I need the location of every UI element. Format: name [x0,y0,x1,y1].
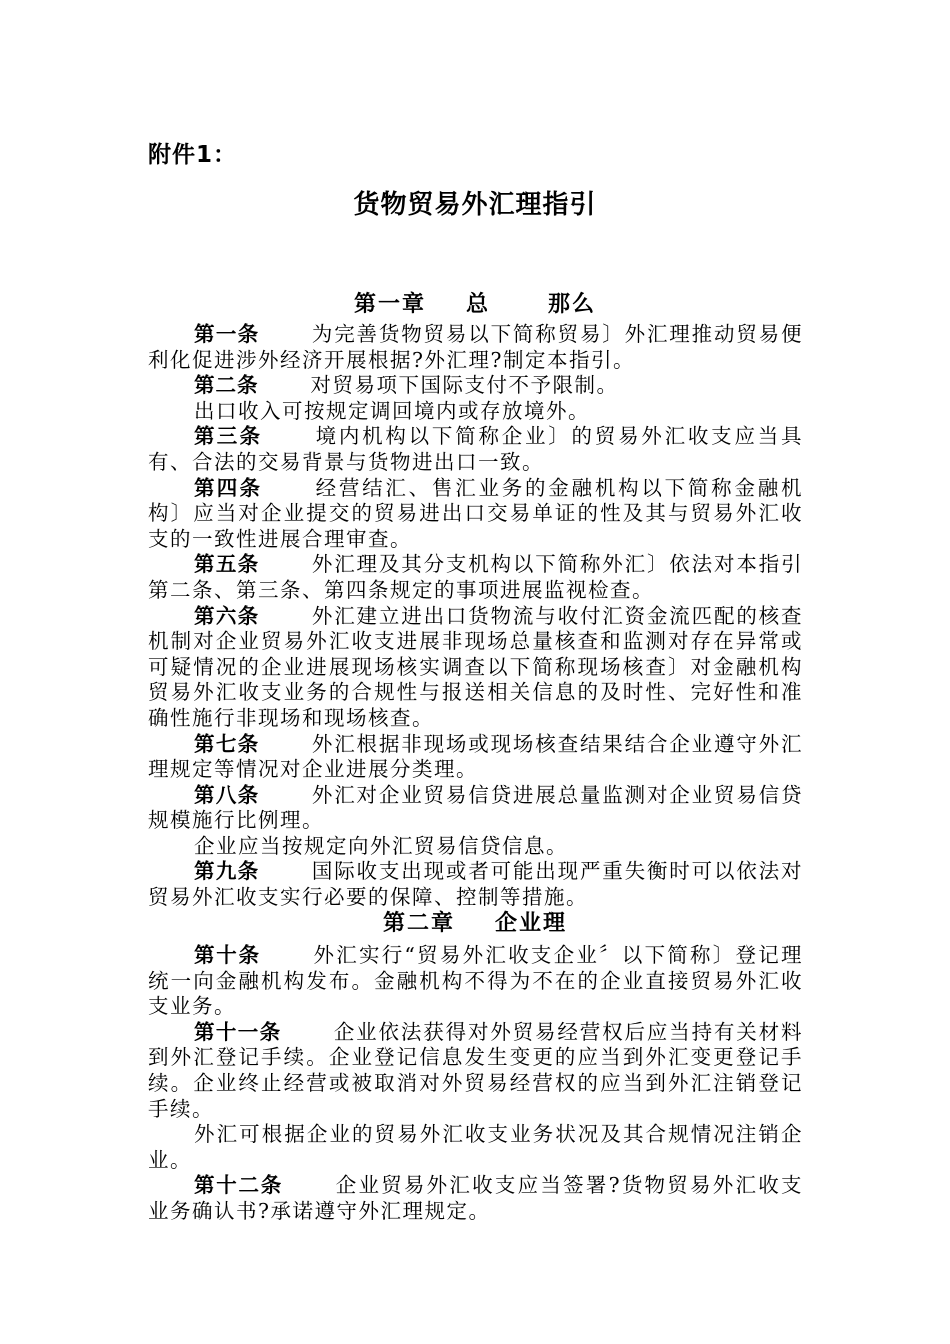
article-number: 第四条 [194,475,263,500]
chapter-2-body [148,943,803,1225]
chapter-1-heading [0,287,950,318]
article-number: 第六条 [194,603,260,628]
paragraph-text: 出口收入可按规定调回境内或存放境外。 [194,398,590,423]
article-number: 第十条 [194,943,261,967]
paragraph [148,859,803,910]
paragraph [148,373,803,399]
paragraph [148,604,803,732]
article-number: 第二条 [194,373,259,398]
chapter-name-part: 那么 [548,292,597,317]
paragraph-text: 国际收支出现或者可能出现严重失衡时可以依法对贸易外汇收支实行必要的保障、控制等措施。 [148,859,804,910]
chapter-number: 第二章 [382,911,455,936]
document-title: 货物贸易外汇理指引 [353,190,597,220]
article-number: 第五条 [194,552,260,577]
paragraph-text: 外汇实行“贸易外汇收支企业〞以下简称〕登记理统一向金融机构发布。金融机构不得为不在的企业直接贸易外汇收支业务。 [148,943,804,1019]
paragraph-text: 外汇可根据企业的贸易外汇收支业务状况及其合规情况注销企业。 [148,1122,803,1172]
paragraph [148,476,803,553]
paragraph-text: 企业应当按规定向外汇贸易信贷信息。 [194,833,568,858]
chapter-name: 企业理 [495,911,568,936]
article-number: 第十一条 [194,1019,282,1044]
paragraph [148,834,803,860]
paragraph-text: 企业依法获得对外贸易经营权后应当持有关材料到外汇登记手续。企业登记信息发生变更的应当到外汇变更登记手续。企业终止经营或被取消对外贸易经营权的应当到外汇注销登记手续。 [148,1019,804,1121]
paragraph [148,783,803,834]
paragraph-text: 经营结汇、售汇业务的金融机构以下简称金融机构〕应当对企业提交的贸易进出口交易单证的性及其与贸易外汇收支的一致性进展合理审查。 [148,475,803,551]
chapter-number: 第一章 [353,292,426,317]
paragraph [148,424,803,475]
paragraph-text: 外汇理及其分支机构以下简称外汇〕依法对本指引第二条、第三条、第四条规定的事项进展监视检查。 [148,552,804,602]
paragraph-text: 对贸易项下国际支付不予限制。 [310,373,619,398]
chapter-name-part: 总 [465,292,490,317]
paragraph-text: 外汇建立进出口货物流与收付汇资金流匹配的核查机制对企业贸易外汇收支进展非现场总量核查和监测对存在异常或可疑情况的企业进展现场核实调查以下简称现场核查〕对金融机构贸易外汇收支业务的合规性与报送相关信息的及时性、完好性和准确性施行非现场和现场核查。 [148,603,804,730]
paragraph-text: 境内机构以下简称企业〕的贸易外汇收支应当具有、合法的交易背景与货物进出口一致。 [148,424,803,474]
paragraph [148,943,803,1020]
chapter-1-body [148,322,803,911]
article-number: 第九条 [194,859,260,884]
paragraph [148,732,803,783]
article-number: 第七条 [194,731,260,756]
paragraph-text: 企业贸易外汇收支应当签署?货物贸易外汇收支业务确认书?承诺遵守外汇理规定。 [148,1173,803,1223]
paragraph [148,322,803,373]
attachment-label: 附件1： [148,142,238,168]
paragraph [148,1122,803,1173]
paragraph [148,399,803,425]
paragraph [148,1020,803,1122]
paragraph-text: 为完善货物贸易以下简称贸易〕外汇理推动贸易便利化促进涉外经济开展根据?外汇理?制定本指引。 [148,322,804,372]
paragraph [148,1173,803,1224]
article-number: 第十二条 [194,1173,283,1198]
paragraph [148,552,803,603]
article-number: 第一条 [194,322,260,346]
article-number: 第八条 [194,782,260,807]
chapter-2-heading [0,906,950,937]
paragraph-text: 外汇对企业贸易信贷进展总量监测对企业贸易信贷规模施行比例理。 [148,782,804,833]
article-number: 第三条 [194,424,263,449]
paragraph-text: 外汇根据非现场或现场核查结果结合企业遵守外汇理规定等情况对企业进展分类理。 [148,731,804,782]
